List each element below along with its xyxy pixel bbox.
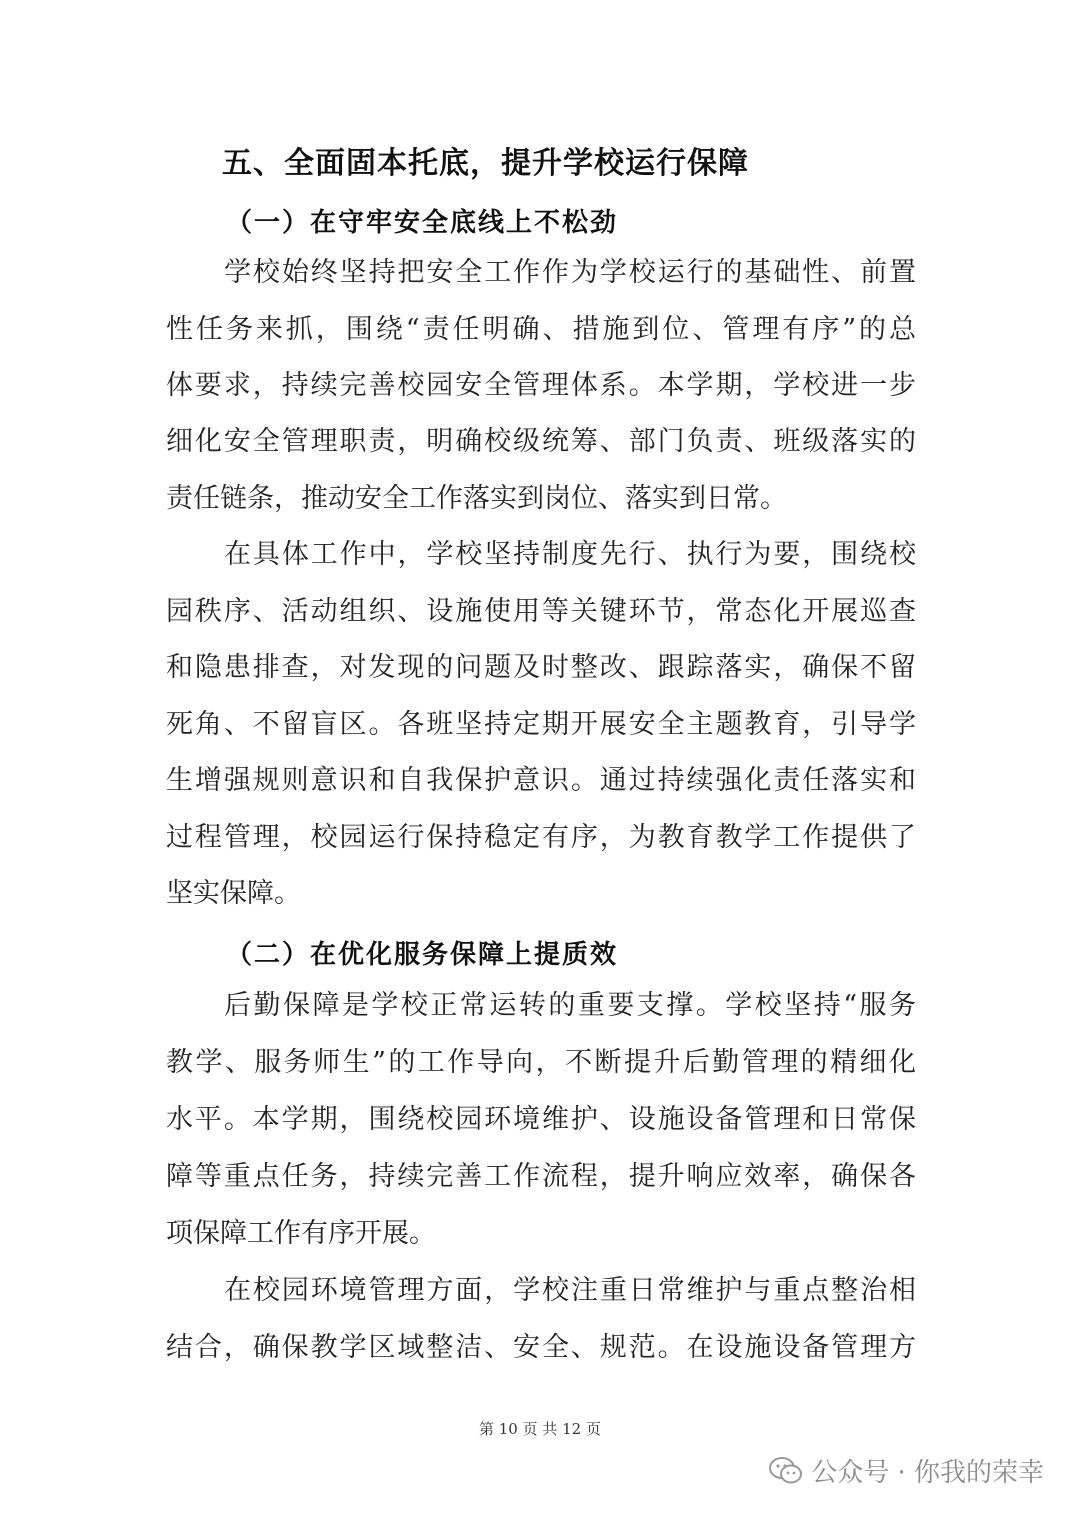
subsection-title-2: （二）在优化服务保障上提质效 (226, 940, 619, 970)
text-line: 学校始终坚持把安全工作作为学校运行的基础性、前置 (224, 257, 916, 288)
text-line: 教学、服务师生”的工作导向，不断提升后勤管理的精细化 (166, 1047, 916, 1078)
text-line: 和隐患排查，对发现的问题及时整改、跟踪落实，确保不留 (166, 652, 916, 683)
watermark-text: 公众号 · 你我的荣幸 (811, 1458, 1044, 1488)
text-line: 在校园环境管理方面，学校注重日常维护与重点整治相 (224, 1275, 916, 1306)
text-line: 项保障工作有序开展。 (166, 1218, 436, 1249)
text-line: 水平。本学期，围绕校园环境维护、设施设备管理和日常保 (166, 1104, 916, 1135)
text-line: 障等重点任务，持续完善工作流程，提升响应效率，确保各 (166, 1161, 916, 1192)
page-footer: 第 10 页 共 12 页 (478, 1420, 601, 1438)
text-line: 后勤保障是学校正常运转的重要支撑。学校坚持“服务 (224, 990, 916, 1021)
text-line: 园秩序、活动组织、设施使用等关键环节，常态化开展巡查 (166, 596, 916, 627)
text-line: 结合，确保教学区域整洁、安全、规范。在设施设备管理方 (166, 1332, 916, 1363)
text-line: 死角、不留盲区。各班坚持定期开展安全主题教育，引导学 (166, 709, 916, 740)
text-line: 生增强规则意识和自我保护意识。通过持续强化责任落实和 (166, 765, 916, 796)
text-line: 性任务来抓，围绕“责任明确、措施到位、管理有序”的总 (166, 314, 916, 345)
text-line: 在具体工作中，学校坚持制度先行、执行为要，围绕校 (224, 539, 916, 570)
section-title: 五、全面固本托底，提升学校运行保障 (222, 146, 749, 181)
watermark (769, 1452, 1044, 1489)
text-line: 坚实保障。 (166, 878, 301, 909)
subsection-title-1: （一）在守牢安全底线上不松劲 (226, 208, 619, 238)
text-line: 责任链条，推动安全工作落实到岗位、落实到日常。 (166, 483, 787, 514)
text-line: 过程管理，校园运行保持稳定有序，为教育教学工作提供了 (166, 822, 916, 853)
text-line: 体要求，持续完善校园安全管理体系。本学期，学校进一步 (166, 370, 916, 401)
wechat-icon (769, 1456, 803, 1486)
text-line: 细化安全管理职责，明确校级统筹、部门负责、班级落实的 (166, 426, 916, 457)
